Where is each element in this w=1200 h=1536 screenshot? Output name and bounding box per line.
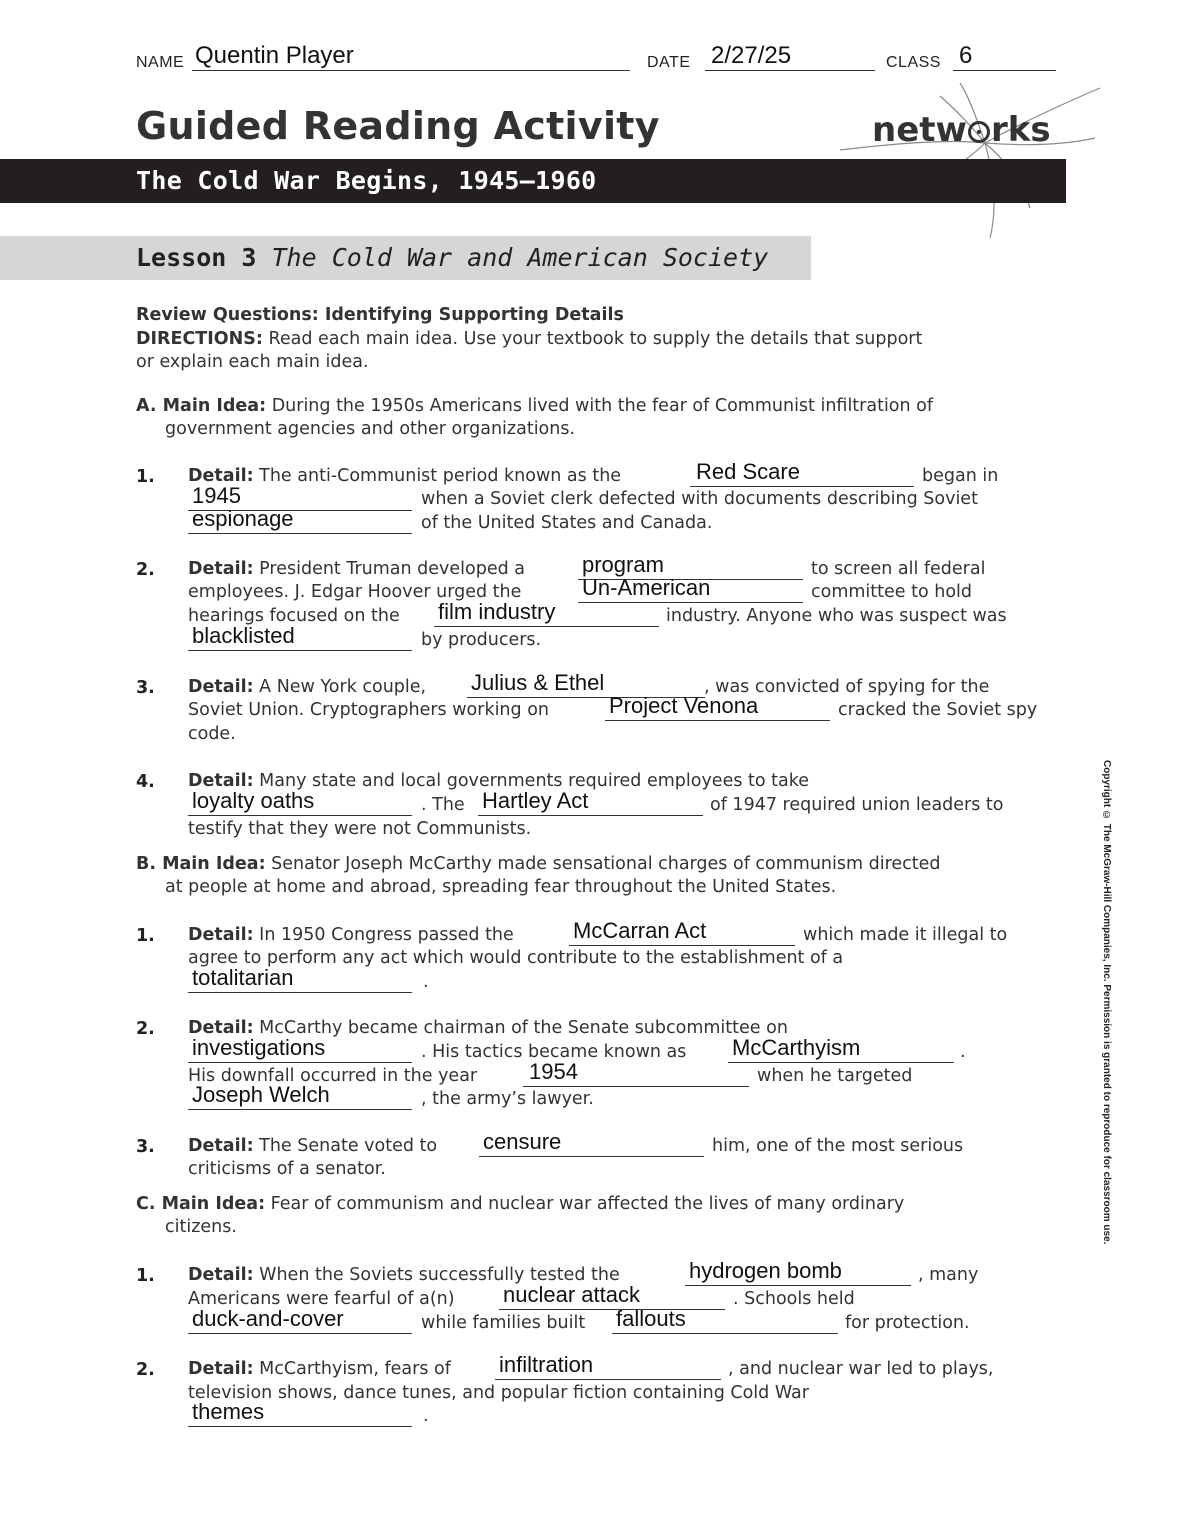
brand-text-post: rks <box>990 110 1051 150</box>
directions-label: DIRECTIONS: <box>136 329 263 349</box>
detail-label: Detail: <box>188 1359 254 1379</box>
answer-blank-fallouts[interactable] <box>612 1308 838 1334</box>
class-value: 6 <box>959 42 973 69</box>
detail-label: Detail: <box>188 1136 254 1156</box>
answer-blank-red-scare[interactable] <box>690 461 914 487</box>
detail-text: . The <box>421 795 465 815</box>
answer-text: totalitarian <box>192 965 294 990</box>
detail-b3-line-1 <box>188 1135 437 1159</box>
answer-blank-infiltration[interactable] <box>495 1354 721 1380</box>
date-label: DATE <box>647 54 691 71</box>
answer-text: loyalty oaths <box>192 788 315 813</box>
answer-text: themes <box>192 1399 265 1424</box>
answer-text: program <box>582 552 664 577</box>
main-idea-b-label: B. Main Idea: <box>136 854 266 874</box>
main-idea-c-text-2: citizens. <box>165 1217 237 1237</box>
detail-label: Detail: <box>188 925 254 945</box>
name-label: NAME <box>136 54 185 71</box>
answer-text: censure <box>483 1129 562 1154</box>
detail-text: . Schools held <box>733 1289 855 1309</box>
answer-blank-blacklisted[interactable] <box>188 625 412 651</box>
item-number: 1. <box>136 926 155 946</box>
answer-blank-themes[interactable] <box>188 1401 412 1427</box>
main-idea-b <box>136 853 941 877</box>
name-value: Quentin Player <box>195 42 354 69</box>
detail-text: of 1947 required union leaders to <box>710 795 1004 815</box>
answer-text: infiltration <box>499 1352 594 1377</box>
main-idea-a-label: A. Main Idea: <box>136 396 267 416</box>
detail-text: television shows, dance tunes, and popular fiction containing Cold War <box>188 1383 809 1403</box>
answer-blank-mccarran-act[interactable] <box>569 920 795 946</box>
chapter-title: The Cold War Begins, 1945–1960 <box>136 166 597 195</box>
detail-text: McCarthyism, fears of <box>259 1359 451 1379</box>
detail-text: , was convicted of spying for the <box>704 677 990 697</box>
item-number: 3. <box>136 1137 155 1157</box>
class-label: CLASS <box>886 54 941 71</box>
answer-text: 1954 <box>529 1059 578 1084</box>
detail-text: by producers. <box>421 630 542 650</box>
brand-o-target-icon <box>968 121 990 143</box>
class-field[interactable] <box>953 44 1056 71</box>
answer-text: duck-and-cover <box>192 1306 344 1331</box>
answer-text: hydrogen bomb <box>689 1258 842 1283</box>
detail-text: A New York couple, <box>259 677 427 697</box>
answer-text: fallouts <box>616 1306 686 1331</box>
review-heading: Review Questions: Identifying Supporting Details <box>136 305 624 325</box>
detail-text: In 1950 Congress passed the <box>259 925 514 945</box>
detail-label: Detail: <box>188 559 254 579</box>
answer-blank-espionage[interactable] <box>188 508 412 534</box>
item-number: 2. <box>136 1360 155 1380</box>
answer-text: McCarran Act <box>573 918 707 943</box>
detail-label: Detail: <box>188 677 254 697</box>
date-value: 2/27/25 <box>711 42 792 69</box>
detail-text: employees. J. Edgar Hoover urged the <box>188 582 522 602</box>
detail-text: McCarthy became chairman of the Senate subcommittee on <box>259 1018 788 1038</box>
answer-blank-film-industry[interactable] <box>434 601 659 627</box>
detail-text: criticisms of a senator. <box>188 1159 386 1179</box>
answer-blank-hydrogen-bomb[interactable] <box>685 1260 911 1286</box>
answer-text: Project Venona <box>609 693 759 718</box>
detail-label: Detail: <box>188 1018 254 1038</box>
answer-blank-1954[interactable] <box>523 1061 749 1087</box>
name-field[interactable] <box>192 44 630 71</box>
directions-text-1: Read each main idea. Use your textbook to supply the details that support <box>268 329 923 349</box>
answer-blank-joseph-welch[interactable] <box>188 1084 412 1110</box>
item-number: 1. <box>136 467 155 487</box>
main-idea-a-text-2: government agencies and other organizations. <box>165 419 576 439</box>
answer-blank-duck-and-cover[interactable] <box>188 1308 412 1334</box>
detail-text: , the army’s lawyer. <box>421 1089 594 1109</box>
detail-text: His downfall occurred in the year <box>188 1066 478 1086</box>
detail-text: code. <box>188 724 236 744</box>
answer-text: Hartley Act <box>482 788 589 813</box>
item-number: 1. <box>136 1266 155 1286</box>
main-idea-c <box>136 1193 904 1217</box>
answer-blank-un-american[interactable] <box>578 577 803 603</box>
date-field[interactable] <box>705 44 875 71</box>
main-idea-a <box>136 395 933 419</box>
answer-text: investigations <box>192 1035 326 1060</box>
detail-text: President Truman developed a <box>259 559 526 579</box>
brand-text-pre: netw <box>872 110 967 150</box>
detail-text: Many state and local governments required employees to take <box>259 771 810 791</box>
detail-text: The anti-Communist period known as the <box>259 466 622 486</box>
detail-text: The Senate voted to <box>259 1136 438 1156</box>
item-number: 4. <box>136 772 155 792</box>
detail-label: Detail: <box>188 771 254 791</box>
detail-b1-line-1 <box>188 924 514 948</box>
answer-blank-totalitarian[interactable] <box>188 967 412 993</box>
detail-text: which made it illegal to <box>803 925 1008 945</box>
answer-blank-censure[interactable] <box>479 1131 704 1157</box>
answer-blank-hartley-act[interactable] <box>478 790 703 816</box>
directions-line-2: or explain each main idea. <box>136 352 369 372</box>
item-number: 3. <box>136 678 155 698</box>
item-number: 2. <box>136 1019 155 1039</box>
detail-text: when he targeted <box>757 1066 913 1086</box>
answer-text: McCarthyism <box>732 1035 861 1060</box>
detail-text: When the Soviets successfully tested the <box>259 1265 620 1285</box>
lesson-number: Lesson 3 <box>136 243 257 272</box>
copyright-notice: Copyright © The McGraw-Hill Companies, Inc. Permission is granted to reproduce for classroom use. <box>1101 760 1112 1245</box>
detail-text: Soviet Union. Cryptographers working on <box>188 700 549 720</box>
detail-text: , many <box>918 1265 979 1285</box>
detail-text: when a Soviet clerk defected with documents describing Soviet <box>421 489 978 509</box>
answer-blank-investigations[interactable] <box>188 1037 412 1063</box>
detail-text: began in <box>922 466 999 486</box>
detail-text: committee to hold <box>811 582 973 602</box>
detail-text: while families built <box>421 1313 586 1333</box>
detail-c2-line-1 <box>188 1358 451 1382</box>
answer-text: Un-American <box>582 575 711 600</box>
detail-text: . <box>960 1042 966 1062</box>
detail-text: Americans were fearful of a(n) <box>188 1289 455 1309</box>
detail-text: . <box>423 1406 429 1426</box>
detail-text: of the United States and Canada. <box>421 513 713 533</box>
detail-text: . <box>423 972 429 992</box>
detail-label: Detail: <box>188 1265 254 1285</box>
lesson-title: The Cold War and American Society <box>271 243 769 272</box>
main-idea-b-text-1: Senator Joseph McCarthy made sensational charges of communism directed <box>271 854 941 874</box>
answer-blank-nuclear-attack[interactable] <box>499 1284 725 1310</box>
detail-text: industry. Anyone who was suspect was <box>666 606 1007 626</box>
answer-text: Joseph Welch <box>192 1082 330 1107</box>
detail-text: testify that they were not Communists. <box>188 819 532 839</box>
answer-blank-project-venona[interactable] <box>605 695 830 721</box>
answer-blank-mccarthyism[interactable] <box>728 1037 954 1063</box>
lesson-heading <box>136 243 768 272</box>
detail-text: him, one of the most serious <box>712 1136 964 1156</box>
detail-text: . His tactics became known as <box>421 1042 687 1062</box>
detail-text: to screen all federal <box>811 559 986 579</box>
detail-text: , and nuclear war led to plays, <box>728 1359 994 1379</box>
detail-a3-line-1 <box>188 676 426 700</box>
main-idea-b-text-2: at people at home and abroad, spreading fear throughout the United States. <box>165 877 837 897</box>
detail-text: hearings focused on the <box>188 606 400 626</box>
answer-text: Julius & Ethel <box>471 670 605 695</box>
detail-a2-line-1 <box>188 558 525 582</box>
answer-text: espionage <box>192 506 294 531</box>
detail-text: agree to perform any act which would contribute to the establishment of a <box>188 948 844 968</box>
page-title: Guided Reading Activity <box>136 104 660 148</box>
answer-text: Red Scare <box>696 459 800 484</box>
answer-text: blacklisted <box>192 623 295 648</box>
answer-text: 1945 <box>192 483 241 508</box>
brand-logo <box>872 110 1051 150</box>
detail-text: for protection. <box>845 1313 970 1333</box>
answer-text: nuclear attack <box>503 1282 640 1307</box>
detail-text: cracked the Soviet spy <box>838 700 1038 720</box>
main-idea-c-label: C. Main Idea: <box>136 1194 266 1214</box>
main-idea-c-text-1: Fear of communism and nuclear war affected the lives of many ordinary <box>270 1194 905 1214</box>
item-number: 2. <box>136 560 155 580</box>
detail-label: Detail: <box>188 466 254 486</box>
answer-blank-loyalty-oaths[interactable] <box>188 790 412 816</box>
main-idea-a-text-1: During the 1950s Americans lived with the fear of Communist infiltration of <box>271 396 934 416</box>
answer-text: film industry <box>438 599 556 624</box>
directions-line-1 <box>136 328 922 352</box>
